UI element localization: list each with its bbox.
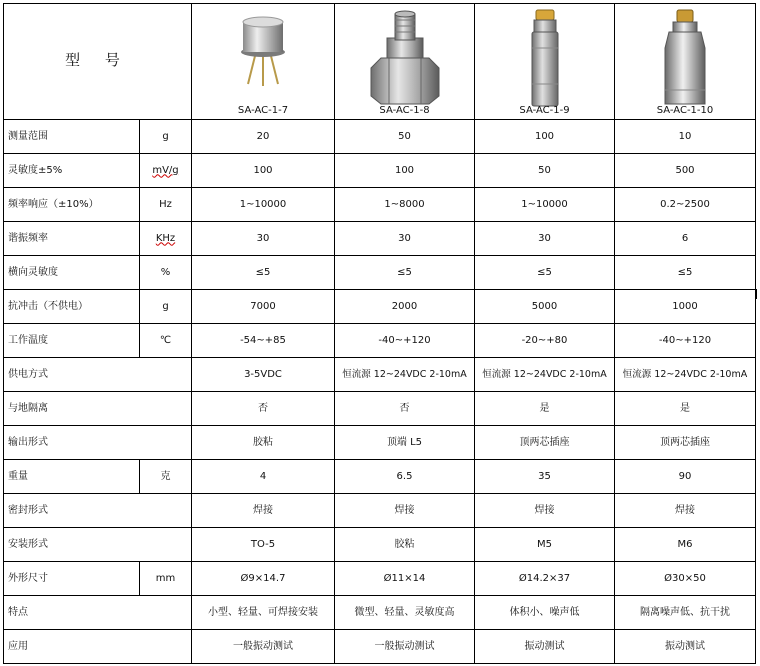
row-value: 50 — [475, 154, 615, 188]
row-unit: 克 — [140, 460, 192, 494]
row-label: 测量范围 — [4, 120, 140, 154]
row-value: 是 — [475, 392, 615, 426]
row-value: 30 — [192, 222, 335, 256]
row-value: 焊接 — [335, 494, 475, 528]
spec-row-dimensions — [4, 562, 756, 596]
row-label: 频率响应（±10%） — [4, 188, 140, 222]
to5-can-sensor-image — [228, 8, 298, 88]
row-value: 振动测试 — [475, 630, 615, 664]
model-name-2: SA-AC-1-8 — [379, 105, 430, 116]
model-name-3: SA-AC-1-9 — [519, 105, 570, 116]
spec-row-sealing — [4, 494, 756, 528]
row-unit — [140, 222, 192, 256]
row-value: 5000 — [475, 290, 615, 324]
row-label: 特点 — [4, 596, 192, 630]
spec-row-frequency-response — [4, 188, 756, 222]
row-label: 应用 — [4, 630, 192, 664]
spec-row-power — [4, 358, 756, 392]
row-value: 顶两芯插座 — [615, 426, 756, 460]
spec-row-temperature — [4, 324, 756, 358]
row-value: 否 — [335, 392, 475, 426]
spec-row-ground-isolation — [4, 392, 756, 426]
row-unit: Hz — [140, 188, 192, 222]
row-label: 灵敏度±5% — [4, 154, 140, 188]
row-label: 密封形式 — [4, 494, 192, 528]
model-cell-1 — [192, 4, 335, 120]
row-value: ≤5 — [192, 256, 335, 290]
row-value: 恒流源 12~24VDC 2-10mA — [475, 358, 615, 392]
hex-top-connector-sensor-image — [365, 8, 445, 108]
row-value: 恒流源 12~24VDC 2-10mA — [335, 358, 475, 392]
model-name-4: SA-AC-1-10 — [656, 105, 714, 116]
row-value: 100 — [475, 120, 615, 154]
row-unit — [140, 154, 192, 188]
row-value: 微型、轻量、灵敏度高 — [335, 596, 475, 630]
spec-row-transverse — [4, 256, 756, 290]
row-label: 外形尺寸 — [4, 562, 140, 596]
row-value: 7000 — [192, 290, 335, 324]
row-unit: g — [140, 290, 192, 324]
row-label: 抗冲击（不供电） — [4, 290, 140, 324]
row-value: 隔离噪声低、抗干扰 — [615, 596, 756, 630]
row-value: 小型、轻量、可焊接安装 — [192, 596, 335, 630]
spec-row-resonance — [4, 222, 756, 256]
row-value: 100 — [192, 154, 335, 188]
row-unit: mm — [140, 562, 192, 596]
model-cell-3 — [475, 4, 615, 120]
row-value: 6 — [615, 222, 756, 256]
row-value: 一般振动测试 — [192, 630, 335, 664]
model-header-cell — [4, 4, 192, 120]
row-value: ≤5 — [335, 256, 475, 290]
row-value: 振动测试 — [615, 630, 756, 664]
row-value: ≤5 — [615, 256, 756, 290]
spec-row-mounting — [4, 528, 756, 562]
row-value: 顶两芯插座 — [475, 426, 615, 460]
row-label: 安装形式 — [4, 528, 192, 562]
row-value: 20 — [192, 120, 335, 154]
row-label: 供电方式 — [4, 358, 192, 392]
spec-row-range — [4, 120, 756, 154]
row-value: 500 — [615, 154, 756, 188]
model-cell-4 — [615, 4, 756, 120]
row-value: 恒流源 12~24VDC 2-10mA — [615, 358, 756, 392]
spec-row-application — [4, 630, 756, 664]
row-value: 4 — [192, 460, 335, 494]
row-value: 胶粘 — [335, 528, 475, 562]
row-value: Ø30×50 — [615, 562, 756, 596]
row-value: 50 — [335, 120, 475, 154]
spec-table — [3, 3, 756, 664]
row-value: 焊接 — [192, 494, 335, 528]
row-value: 1~10000 — [192, 188, 335, 222]
row-value: -54~+85 — [192, 324, 335, 358]
row-value: Ø9×14.7 — [192, 562, 335, 596]
row-label: 重量 — [4, 460, 140, 494]
header-row — [4, 4, 756, 120]
right-edge-tick — [756, 289, 757, 299]
row-value: 1000 — [615, 290, 756, 324]
row-label: 工作温度 — [4, 324, 140, 358]
row-value: 一般振动测试 — [335, 630, 475, 664]
spec-row-features — [4, 596, 756, 630]
spec-row-weight — [4, 460, 756, 494]
row-value: 10 — [615, 120, 756, 154]
row-value: 6.5 — [335, 460, 475, 494]
row-value: 体积小、噪声低 — [475, 596, 615, 630]
row-value: Ø14.2×37 — [475, 562, 615, 596]
row-label: 横向灵敏度 — [4, 256, 140, 290]
model-cell-2 — [335, 4, 475, 120]
row-unit-text: KHz — [155, 232, 176, 244]
row-value: 焊接 — [475, 494, 615, 528]
row-value: Ø11×14 — [335, 562, 475, 596]
row-value: M6 — [615, 528, 756, 562]
row-value: TO-5 — [192, 528, 335, 562]
row-value: 3-5VDC — [192, 358, 335, 392]
spec-row-output — [4, 426, 756, 460]
cylindrical-isolated-sensor-image — [655, 8, 715, 108]
row-unit: % — [140, 256, 192, 290]
row-value: M5 — [475, 528, 615, 562]
row-value: ≤5 — [475, 256, 615, 290]
row-value: 30 — [475, 222, 615, 256]
row-value: 是 — [615, 392, 756, 426]
row-value: 胶粘 — [192, 426, 335, 460]
row-value: 35 — [475, 460, 615, 494]
row-value: 1~10000 — [475, 188, 615, 222]
model-header-title: 型 号 — [65, 51, 130, 69]
row-value: 30 — [335, 222, 475, 256]
model-name-1: SA-AC-1-7 — [237, 105, 289, 116]
row-label: 与地隔离 — [4, 392, 192, 426]
row-value: 90 — [615, 460, 756, 494]
row-label: 输出形式 — [4, 426, 192, 460]
row-value: -40~+120 — [335, 324, 475, 358]
row-value: 顶端 L5 — [335, 426, 475, 460]
row-value: -40~+120 — [615, 324, 756, 358]
row-value: 焊接 — [615, 494, 756, 528]
row-unit: ℃ — [140, 324, 192, 358]
row-value: 1~8000 — [335, 188, 475, 222]
row-unit-text: mV/g — [152, 164, 179, 176]
spec-row-shock — [4, 290, 756, 324]
row-value: 否 — [192, 392, 335, 426]
row-unit: g — [140, 120, 192, 154]
row-value: 2000 — [335, 290, 475, 324]
row-value: 100 — [335, 154, 475, 188]
row-value: -20~+80 — [475, 324, 615, 358]
row-label: 谐振频率 — [4, 222, 140, 256]
cylindrical-two-pin-sensor-image — [520, 8, 570, 108]
row-value: 0.2~2500 — [615, 188, 756, 222]
spec-row-sensitivity — [4, 154, 756, 188]
